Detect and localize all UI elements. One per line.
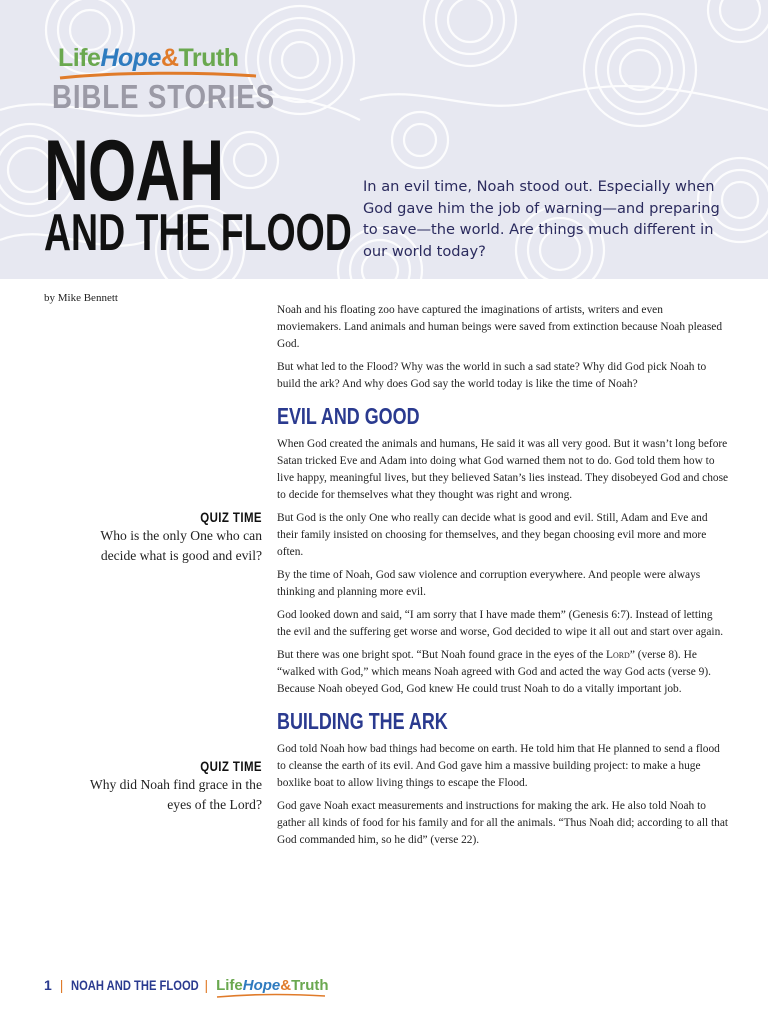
paragraph: God looked down and said, “I am sorry that I have made them” (Genesis 6:7). Instead of letting the evil and the suffering get worse and worse, God decided to wipe it all out and start over again. [277, 609, 724, 638]
lord-small-caps: Lord [605, 649, 630, 661]
header-banner [0, 0, 768, 279]
text-span: But there was one bright spot. “But Noah found grace in the eyes of the [277, 649, 606, 661]
section-heading-evil-and-good: EVIL AND GOOD [277, 403, 420, 429]
footer-separator: | [59, 977, 64, 993]
paragraph: Noah and his floating zoo have captured the imaginations of artists, writers and even moviemakers. Land animals and human beings were saved from extinction because Noah pleased God. [277, 304, 723, 350]
page-number: 1 [44, 977, 52, 993]
paragraph: But God is the only One who really can decide what is good and evil. Still, Adam and Eve and their family insisted on choosing for themselves, and they began choosing evil more and more often. [277, 512, 708, 558]
byline: by Mike Bennett [44, 292, 118, 304]
footer-logo[interactable] [216, 977, 329, 994]
text-span: ” (verse 8). He “walked with God,” which means Noah agreed with God and acted the way God acts (verse 9). Because Noah obeyed God, God knew He could trust Noah to do a vitally important job. [277, 649, 711, 695]
article-body [277, 302, 729, 855]
logo-ampersand: & [280, 976, 292, 994]
quiz-label: QUIZ TIME [200, 509, 262, 525]
paragraph [277, 647, 729, 698]
logo-hope: Hope [100, 44, 161, 72]
life-hope-truth-logo[interactable] [58, 44, 239, 72]
logo-life: Life [216, 976, 243, 994]
series-label: BIBLE STORIES [52, 78, 275, 115]
logo-hope: Hope [242, 976, 281, 994]
logo-ampersand: & [160, 44, 179, 72]
logo-truth: Truth [178, 44, 239, 72]
page-title-noah: NOAH [44, 123, 224, 219]
quiz-label: QUIZ TIME [200, 758, 262, 774]
paragraph: But what led to the Flood? Why was the world in such a sad state? Why did God pick Noah to build the ark? And why does God say the world today is like the time of Noah? [277, 361, 707, 390]
page-title-flood: AND THE FLOOD [44, 204, 352, 262]
logo-life: Life [58, 44, 101, 72]
page-footer [44, 974, 329, 996]
quiz-question: Why did Noah find grace in the eyes of the Lord? [89, 777, 262, 812]
quiz-box-2 [72, 757, 262, 815]
quiz-box-1 [72, 508, 262, 566]
paragraph: God told Noah how bad things had become on earth. He told him that He planned to send a flood to cleanse the earth of its evil. And God gave him a massive building project: to make a huge boxlike boat to allow living things to escape the Flood. [277, 743, 720, 789]
section-heading-building-the-ark: BUILDING THE ARK [277, 708, 448, 734]
logo-truth: Truth [291, 976, 329, 994]
footer-title: NOAH AND THE FLOOD [71, 977, 200, 993]
paragraph: When God created the animals and humans, He said it was all very good. But it wasn’t long before Satan tricked Eve and Adam into doing what God warned them not to do. God told them how to live happy, meaningful lives, but they believed Satan’s lies instead. They disobeyed God and chose to decide for themselves what they thought was right and wrong. [277, 438, 729, 501]
quiz-question: Who is the only One who can decide what is good and evil? [100, 528, 262, 563]
footer-separator: | [204, 977, 209, 993]
logo-swoosh-icon [216, 993, 326, 999]
paragraph: God gave Noah exact measurements and instructions for making the ark. He also told Noah to gather all kinds of food for his family and for all the animals. “Thus Noah did; according to all that God commanded him, so he did” (verse 22). [277, 800, 729, 846]
intro-text: In an evil time, Noah stood out. Especially when God gave him the job of warning—and preparing to save—the world. Are things much different in our world today? [363, 178, 720, 260]
paragraph: By the time of Noah, God saw violence and corruption everywhere. And people were always thinking and planning more evil. [277, 569, 701, 598]
